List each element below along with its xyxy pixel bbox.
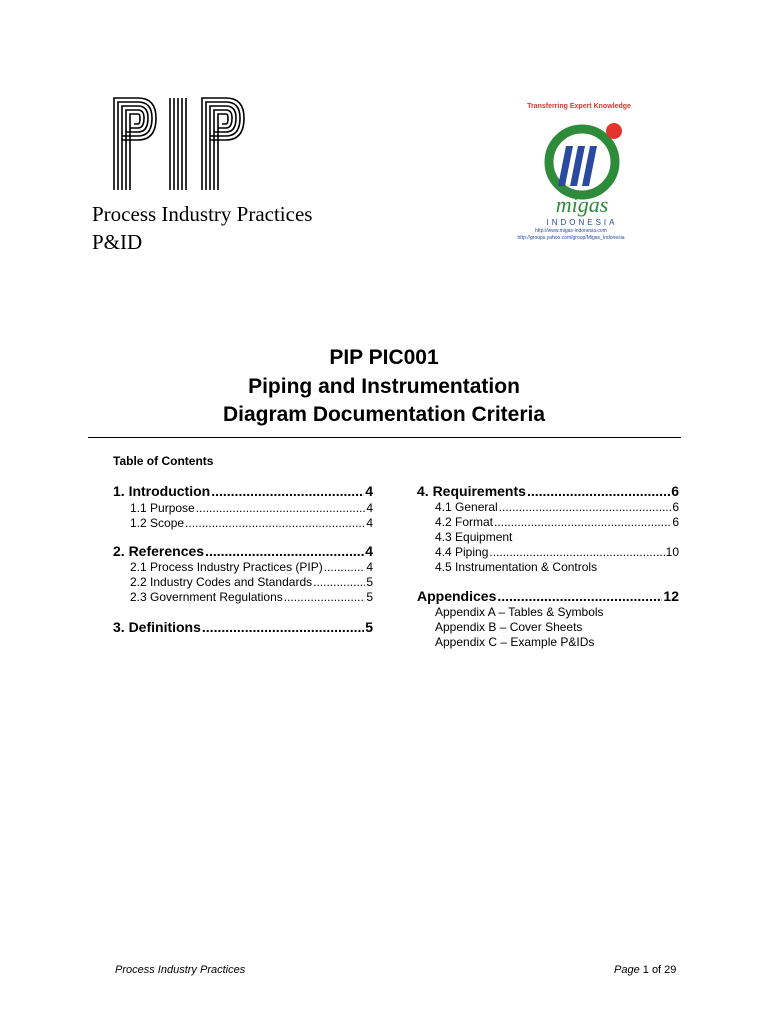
migas-group-link[interactable]: http://groups.yahoo.com/group/Migas_Indonesia [517, 235, 625, 241]
document-number: PIP PIC001 [329, 346, 439, 369]
document-subtitle-pid: P&ID [92, 230, 143, 254]
toc-entry-introduction[interactable]: 1. Introduction ..... 4 [113, 483, 373, 501]
pip-logo [112, 96, 254, 190]
toc-entry-general[interactable]: 4.1 General ..... 6 [435, 500, 679, 515]
toc-entry-appendix-a[interactable]: Appendix A – Tables & Symbols [435, 605, 604, 619]
footer-page-number [614, 964, 676, 976]
toc-entry-purpose[interactable]: 1.1 Purpose ..... 4 [130, 501, 373, 516]
toc-entry-references[interactable]: 2. References ..... 4 [113, 543, 373, 561]
toc-entry-appendix-c[interactable]: Appendix C – Example P&IDs [435, 635, 595, 649]
toc-heading: Table of Contents [113, 454, 214, 468]
migas-tagline: Transferring Expert Knowledge [527, 103, 631, 110]
document-title-line1: Piping and Instrumentation [248, 375, 520, 398]
toc-entry-industry-codes[interactable]: 2.2 Industry Codes and Standards ..... 5 [130, 575, 373, 590]
toc-entry-pip[interactable]: 2.1 Process Industry Practices (PIP) ..... 4 [130, 560, 373, 575]
document-title-line2: Diagram Documentation Criteria [222, 403, 546, 426]
toc-entry-appendices[interactable]: Appendices ..... 12 [417, 588, 679, 606]
toc-entry-scope[interactable]: 1.2 Scope ..... 4 [130, 516, 373, 531]
toc-entry-requirements[interactable]: 4. Requirements ..... 6 [417, 483, 679, 501]
document-subtitle: Process Industry Practices [92, 202, 313, 226]
title-divider [88, 437, 681, 438]
toc-entry-instrumentation[interactable]: 4.5 Instrumentation & Controls [435, 560, 598, 574]
toc-entry-appendix-b[interactable]: Appendix B – Cover Sheets [435, 620, 583, 634]
migas-country: INDONESIA [546, 218, 618, 227]
footer-page-label: Page [614, 964, 640, 976]
toc-entry-format[interactable]: 4.2 Format ..... 6 [435, 515, 679, 530]
migas-website-link[interactable]: http://www.migas-indonesia.com [535, 228, 607, 234]
toc-entry-definitions[interactable]: 3. Definitions ..... 5 [113, 619, 373, 637]
footer-page-count: 1 of 29 [642, 964, 677, 976]
toc-entry-piping[interactable]: 4.4 Piping ..... 10 [435, 545, 679, 560]
footer-publisher: Process Industry Practices [115, 964, 246, 976]
migas-brand: migas [555, 192, 609, 217]
toc-entry-equipment[interactable]: 4.3 Equipment [435, 530, 513, 544]
toc-entry-government-regulations[interactable]: 2.3 Government Regulations ..... 5 [130, 590, 373, 605]
